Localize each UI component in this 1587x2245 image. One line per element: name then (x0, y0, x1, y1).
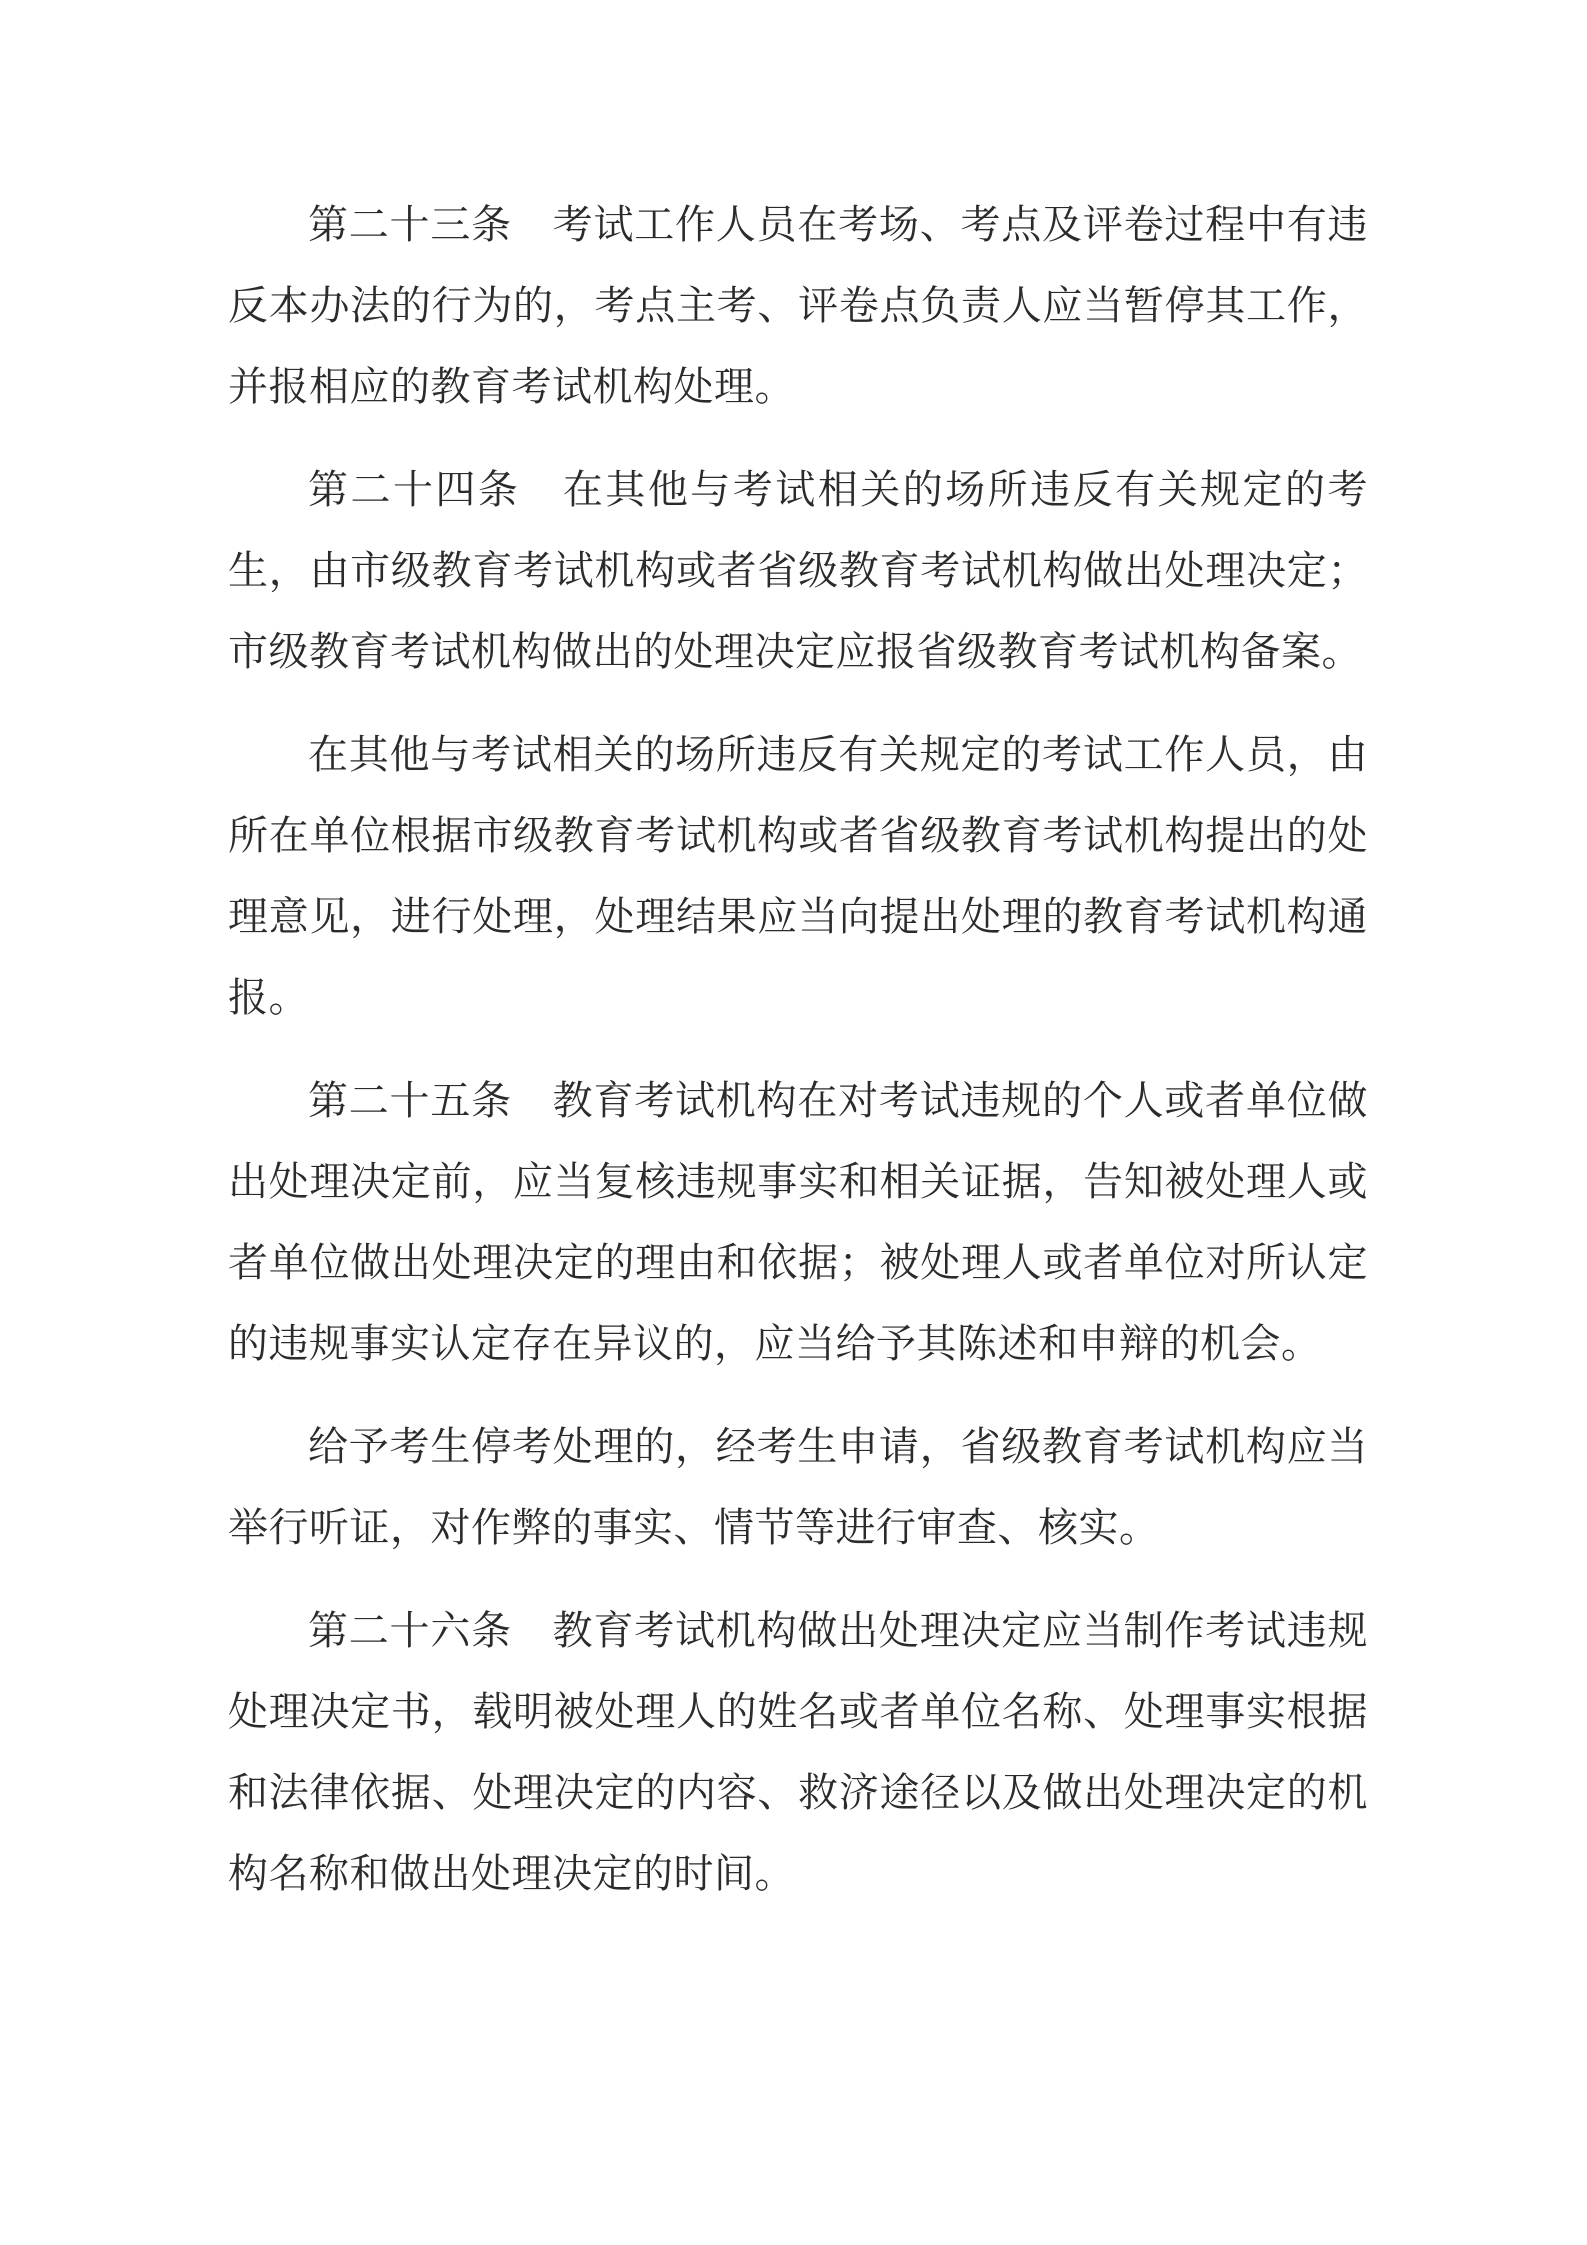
document-body (228, 185, 1368, 1915)
paragraph-article-23: 第二十三条 考试工作人员在考场、考点及评卷过程中有违反本办法的行为的，考点主考、评卷点负责人应当暂停其工作，并报相应的教育考试机构处理。 (228, 202, 1368, 410)
paragraph-article-26: 第二十六条 教育考试机构做出处理决定应当制作考试违规处理决定书，载明被处理人的姓名或者单位名称、处理事实根据和法律依据、处理决定的内容、救济途径以及做出处理决定的机构名称和做出处理决定的时间。 (228, 1608, 1368, 1897)
paragraph-article-24: 第二十四条 在其他与考试相关的场所违反有关规定的考生，由市级教育考试机构或者省级教育考试机构做出处理决定；市级教育考试机构做出的处理决定应报省级教育考试机构备案。 (228, 467, 1368, 675)
paragraph-article-24-second: 在其他与考试相关的场所违反有关规定的考试工作人员，由所在单位根据市级教育考试机构或者省级教育考试机构提出的处理意见，进行处理，处理结果应当向提出处理的教育考试机构通报。 (228, 732, 1368, 1021)
paragraph-article-25-second: 给予考生停考处理的，经考生申请，省级教育考试机构应当举行听证，对作弊的事实、情节等进行审查、核实。 (228, 1424, 1368, 1551)
paragraph-article-25: 第二十五条 教育考试机构在对考试违规的个人或者单位做出处理决定前，应当复核违规事实和相关证据，告知被处理人或者单位做出处理决定的理由和依据；被处理人或者单位对所认定的违规事实认定存在异议的，应当给予其陈述和申辩的机会。 (228, 1078, 1368, 1367)
